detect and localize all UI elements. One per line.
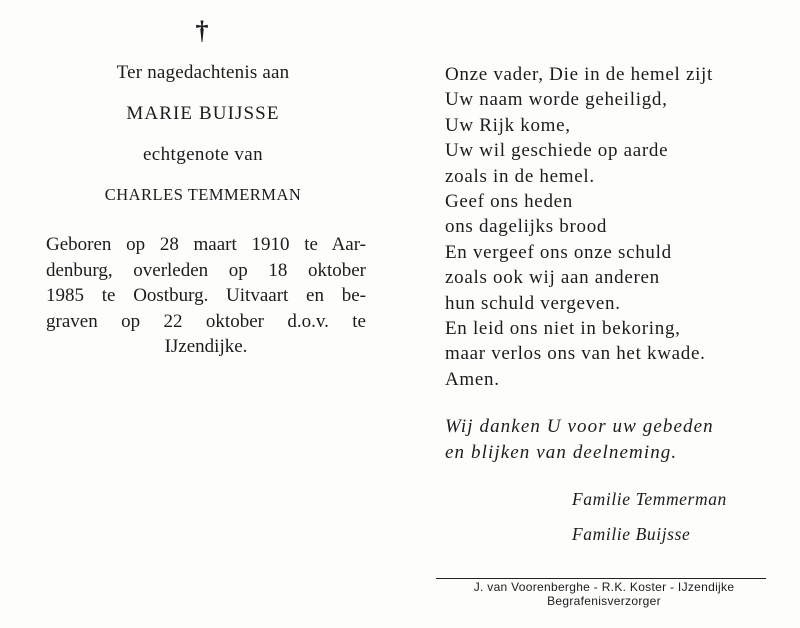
- prayer-line: Onze vader, Die in de hemel zijt: [445, 64, 714, 85]
- printer-line: Begrafenisverzorger: [547, 594, 661, 608]
- prayer-line: maar verlos ons van het kwade.: [445, 343, 706, 365]
- divider: [436, 578, 766, 579]
- prayer-line: hun schuld vergeven.: [445, 292, 621, 314]
- deceased-name: MARIE BUIJSSE: [126, 103, 280, 124]
- prayer-line: Uw Rijk kome,: [445, 114, 571, 136]
- prayer-line: ons dagelijks brood: [445, 216, 608, 238]
- family-line: Familie Buijsse: [572, 524, 691, 544]
- family-line: Familie Temmerman: [572, 489, 727, 509]
- prayer-line: En leid ons niet in bekoring,: [445, 318, 681, 340]
- bio-line: denburg, overleden op 18 oktober: [46, 259, 366, 281]
- left-panel: [40, 18, 366, 205]
- biography: [46, 232, 366, 360]
- prayer-line: Uw naam worde geheiligd,: [445, 89, 668, 111]
- prayer-line: Amen.: [445, 368, 500, 390]
- thanks-line: Wij danken U voor uw gebeden: [445, 416, 714, 437]
- prayer-line: En vergeef ons onze schuld: [445, 241, 672, 263]
- prayer-line: zoals in de hemel.: [445, 165, 595, 187]
- intro-text: Ter nagedachtenis aan: [116, 62, 290, 83]
- thanks-text: [445, 414, 714, 465]
- bio-line: graven op 22 oktober d.o.v. te: [46, 310, 366, 332]
- prayer: [445, 62, 785, 392]
- bio-line: IJzendijke.: [164, 336, 248, 357]
- thanks-line: en blijken van deelneming.: [445, 441, 678, 463]
- bio-line: 1985 te Oostburg. Uitvaart en be-: [46, 285, 366, 306]
- printer-credit: [440, 580, 768, 608]
- printer-line: J. van Voorenberghe - R.K. Koster - IJzendijke: [473, 580, 735, 594]
- prayer-line: zoals ook wij aan anderen: [445, 267, 660, 289]
- family-signatures: [572, 489, 727, 559]
- spouse-name: CHARLES TEMMERMAN: [104, 185, 302, 204]
- prayer-line: Uw wil geschiede op aarde: [445, 140, 669, 162]
- spouse-label: echtgenote van: [142, 144, 264, 165]
- prayer-line: Geef ons heden: [445, 191, 573, 213]
- cross-icon: †: [195, 16, 209, 45]
- right-panel: [445, 62, 785, 392]
- bio-line: Geboren op 28 maart 1910 te Aar-: [46, 234, 366, 255]
